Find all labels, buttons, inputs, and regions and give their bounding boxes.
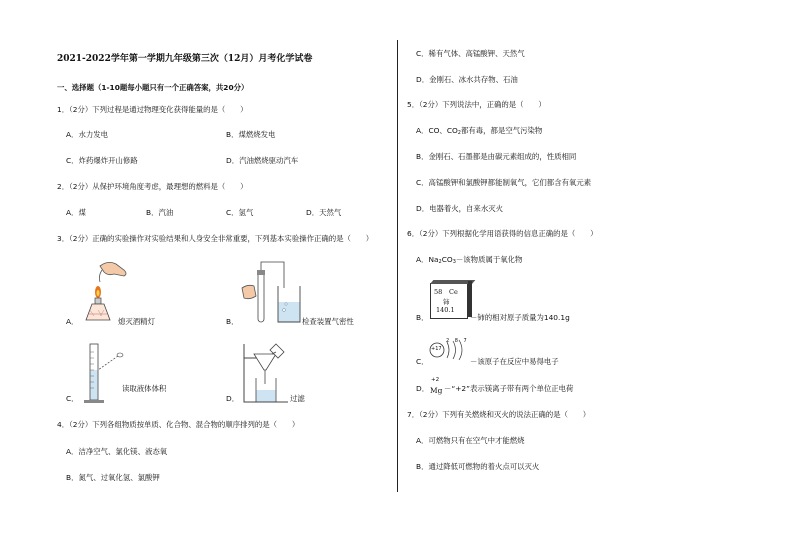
element-mass: 140.1 <box>436 306 455 314</box>
q3-option-c[interactable]: C． <box>66 394 79 403</box>
q3-stem: 3．（2分）正确的实验操作对实验结果和人身安全非常重要，下列基本实验操作正确的是（ ） <box>57 234 374 243</box>
q5-stem: 5．（2分）下列说法中，正确的是（ ） <box>407 100 546 109</box>
q6-a-pre: A．Na <box>416 255 439 264</box>
q4-option-c[interactable]: C．稀有气体、高锰酸钾、天然气 <box>416 49 525 58</box>
q7-stem: 7．（2分）下列有关燃烧和灭火的说法正确的是（ ） <box>407 410 591 419</box>
section-heading: 一、选择题（1-10题每小题只有一个正确答案，共20分） <box>57 83 249 92</box>
q5-option-d[interactable]: D．电器着火，自来水灭火 <box>416 204 503 213</box>
q1-option-d[interactable]: D．汽油燃烧驱动汽车 <box>226 156 299 165</box>
q1-stem: 1．（2分）下列过程是通过物理变化获得能量的是（ ） <box>57 105 248 114</box>
q6-b-statement: －铈的相对原子质量为140.1g <box>470 313 570 322</box>
element-symbol: Ce <box>449 288 458 296</box>
q5-option-c[interactable]: C．高锰酸钾和氯酸钾都能制氧气，它们都含有氧元素 <box>416 178 592 187</box>
q2-option-c[interactable]: C．氢气 <box>226 208 254 217</box>
q2-option-b[interactable]: B．汽油 <box>146 208 174 217</box>
airtightness-check-image <box>238 258 304 326</box>
q6-stem: 6．（2分）下列根据化学用语获得的信息正确的是（ ） <box>407 229 598 238</box>
q6-option-a[interactable] <box>416 256 522 263</box>
q6-a-mid: CO <box>441 255 453 264</box>
mg-symbol: Mg <box>430 386 443 395</box>
element-name: 铈 <box>443 298 450 306</box>
atom-core-label: +17 <box>431 346 442 352</box>
q5-option-a[interactable] <box>416 127 542 134</box>
page-title: 2021-2022学年第一学期九年级第三次（12月）月考化学试卷 <box>57 54 313 64</box>
q6-d-statement: －“+2”表示镁离子带有两个单位正电荷 <box>444 384 574 393</box>
q6-c-statement: －该原子在反应中易得电子 <box>470 357 559 366</box>
q3-option-a[interactable]: A． <box>66 317 79 326</box>
q7-option-a[interactable]: A．可燃物只有在空气中才能燃烧 <box>416 436 525 445</box>
q1-option-c[interactable]: C．炸药爆炸开山修路 <box>66 156 138 165</box>
q3-option-b[interactable]: B． <box>226 317 239 326</box>
filtration-image <box>238 340 294 406</box>
alcohol-lamp-image <box>78 258 134 326</box>
q4-option-b[interactable]: B．氮气、过氧化氢、氯酸钾 <box>66 473 160 482</box>
q2-option-a[interactable]: A．煤 <box>66 208 86 217</box>
q5-a-post: 都有毒，都是空气污染物 <box>460 126 543 135</box>
q4-option-d[interactable]: D．金刚石、冰水共存物、石油 <box>416 75 518 84</box>
q4-stem: 4．（2分）下列各组物质按单质、化合物、混合物的顺序排列的是（ ） <box>57 420 300 429</box>
q3-a-caption: 熄灭酒精灯 <box>118 317 155 326</box>
q6-a-sub1: 2 <box>438 259 442 265</box>
q6-option-c[interactable]: C． <box>416 357 429 366</box>
element-cell <box>430 283 468 319</box>
q6-a-sub2: 3 <box>452 259 456 265</box>
q1-option-a[interactable]: A．水力发电 <box>66 130 109 139</box>
q3-option-d[interactable]: D． <box>226 394 240 403</box>
q3-c-caption: 读取液体体积 <box>122 384 167 393</box>
q6-option-b[interactable]: B． <box>416 313 429 322</box>
q7-option-b[interactable]: B．通过降低可燃物的着火点可以灭火 <box>416 462 540 471</box>
element-number: 58 <box>434 288 443 296</box>
q5-a-sub: 2 <box>457 130 461 136</box>
q2-option-d[interactable]: D．天然气 <box>306 208 342 217</box>
q5-option-b[interactable]: B．金刚石、石墨都是由碳元素组成的，性质相同 <box>416 152 577 161</box>
q5-a-pre: A．CO、CO <box>416 126 458 135</box>
mg-charge: +2 <box>431 377 440 383</box>
q6-option-d[interactable]: D． <box>416 384 430 393</box>
graduated-cylinder-image <box>78 340 128 406</box>
q3-d-caption: 过滤 <box>290 394 305 403</box>
q6-a-post: －该物质属于氧化物 <box>455 255 523 264</box>
atom-shell-electrons: 2 8 7 <box>446 338 469 344</box>
q1-option-b[interactable]: B．煤燃烧发电 <box>226 130 276 139</box>
q3-b-caption: 检查装置气密性 <box>302 317 354 326</box>
q4-option-a[interactable]: A．洁净空气、氯化镁、液态氧 <box>66 447 168 456</box>
column-divider <box>397 40 398 492</box>
q2-stem: 2．（2分）从保护环境角度考虑，最理想的燃料是（ ） <box>57 182 248 191</box>
